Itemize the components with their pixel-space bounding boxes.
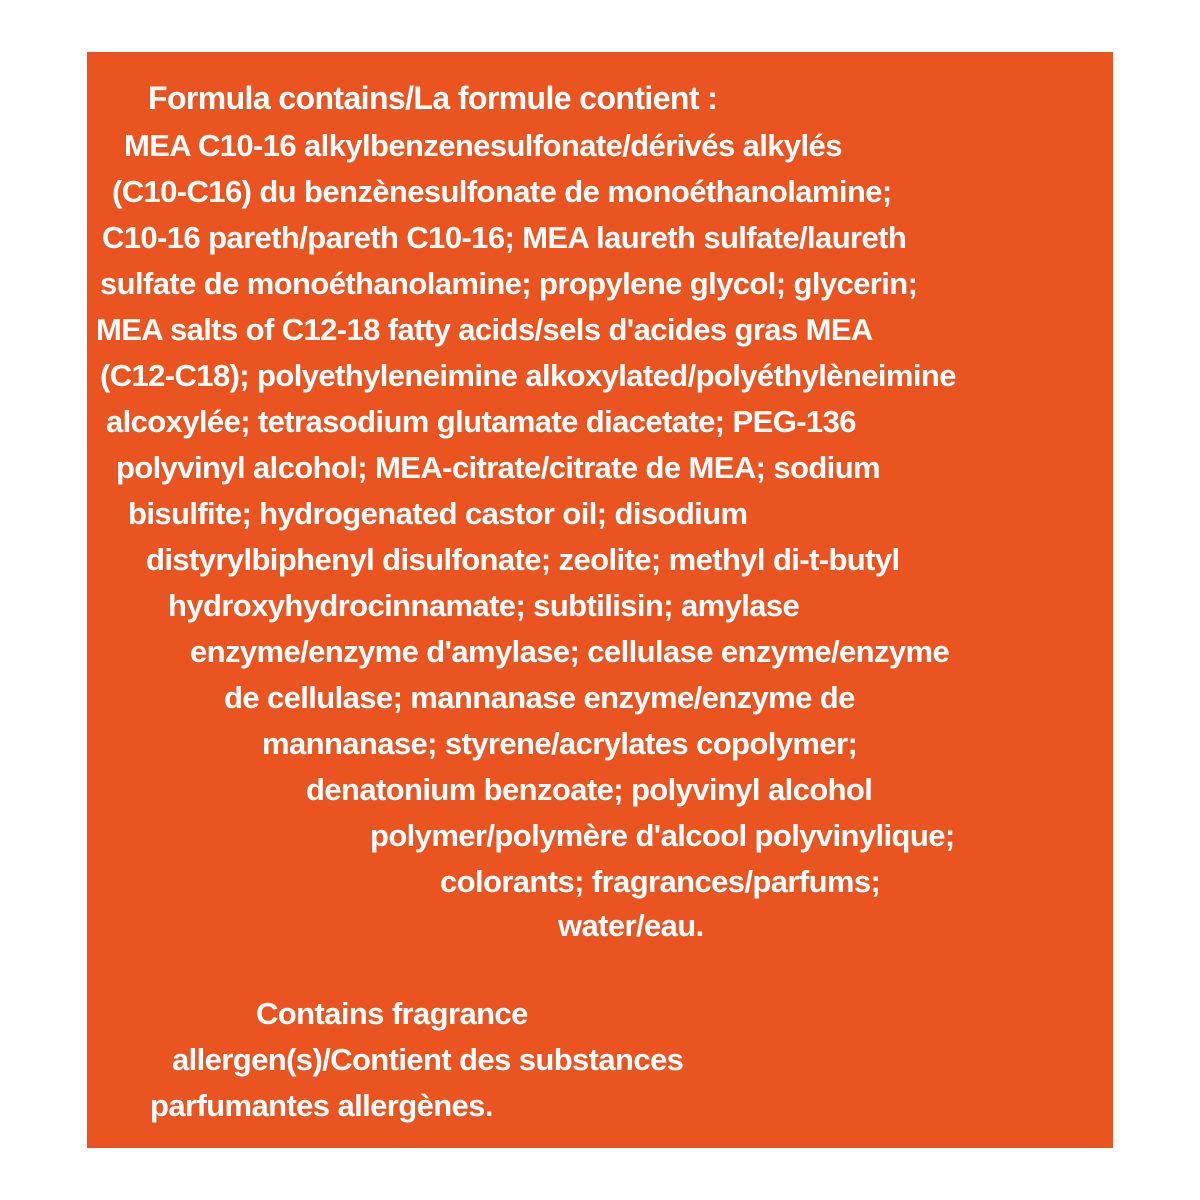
ingredient-line-1: MEA C10-16 alkylbenzenesulfonate/dérivés alkylés [124, 128, 842, 163]
ingredient-line-3: C10-16 pareth/pareth C10-16; MEA laureth sulfate/laureth [102, 220, 907, 255]
allergen-line-3: parfumantes allergènes. [150, 1088, 493, 1123]
ingredient-line-13: de cellulase; mannanase enzyme/enzyme de [224, 680, 855, 715]
ingredient-line-7: alcoxylée; tetrasodium glutamate diacetate; PEG-136 [106, 404, 856, 439]
allergen-line-2: allergen(s)/Contient des substances [172, 1042, 684, 1077]
ingredient-line-17: colorants; fragrances/parfums; [440, 864, 881, 899]
ingredient-line-4: sulfate de monoéthanolamine; propylene glycol; glycerin; [100, 266, 918, 301]
formula-heading: Formula contains/La formule contient : [148, 80, 718, 116]
ingredient-line-6: (C12-C18); polyethyleneimine alkoxylated/polyéthylèneimine [100, 358, 956, 393]
ingredient-line-2: (C10-C16) du benzènesulfonate de monoéthanolamine; [112, 174, 892, 209]
allergen-line-1: Contains fragrance [256, 996, 528, 1031]
ingredient-line-15: denatonium benzoate; polyvinyl alcohol [306, 772, 873, 807]
ingredient-line-9: bisulfite; hydrogenated castor oil; disodium [128, 496, 748, 531]
ingredient-line-16: polymer/polymère d'alcool polyvinylique; [370, 818, 955, 853]
ingredient-line-10: distyrylbiphenyl disulfonate; zeolite; methyl di-t-butyl [146, 542, 900, 577]
ingredient-line-5: MEA salts of C12-18 fatty acids/sels d'acides gras MEA [96, 312, 873, 347]
ingredient-line-14: mannanase; styrene/acrylates copolymer; [262, 726, 858, 761]
ingredient-line-11: hydroxyhydrocinnamate; subtilisin; amylase [168, 588, 800, 623]
ingredient-line-8: polyvinyl alcohol; MEA-citrate/citrate de MEA; sodium [116, 450, 880, 485]
ingredient-line-18: water/eau. [558, 908, 704, 943]
ingredient-line-12: enzyme/enzyme d'amylase; cellulase enzyme/enzyme [190, 634, 950, 669]
